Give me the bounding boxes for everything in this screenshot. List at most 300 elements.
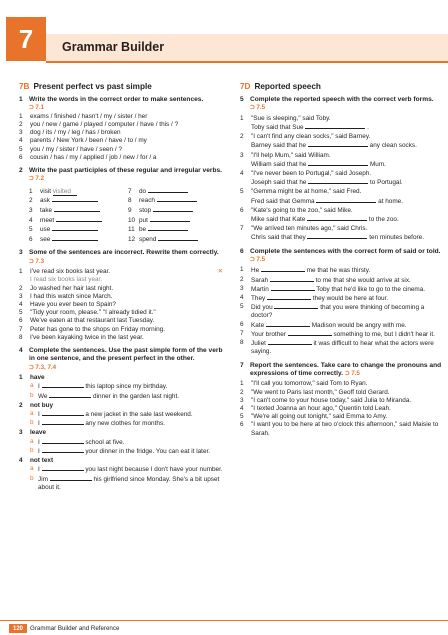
item-number: 1 (19, 374, 23, 382)
verb-base: be (139, 226, 147, 234)
verb-prompt: not buy (30, 401, 54, 409)
item-number: 1 (240, 266, 244, 274)
example-answer: visited (53, 188, 77, 196)
sentence-letter: a (30, 437, 34, 445)
sentence-end: to me that she would arrive at six. (315, 276, 411, 284)
verb-word (139, 196, 223, 206)
item-text: I've been kayaking twice in the last year. (30, 333, 144, 341)
item-number: 6 (240, 320, 244, 328)
verb-item (29, 196, 124, 206)
sentence-b (19, 392, 223, 401)
item-text (251, 330, 444, 339)
direct-speech: "I've never been to Portugal," said Joseph. (251, 170, 372, 178)
answer-blank[interactable] (50, 475, 92, 481)
item-text (251, 115, 444, 132)
list-item (240, 152, 444, 169)
item-text (251, 152, 444, 169)
verb-base: take (40, 207, 53, 215)
exercise-3 (19, 249, 223, 342)
sentence-end: me that he was thirsty. (306, 267, 371, 275)
answer-blank[interactable] (54, 206, 100, 212)
answer-blank[interactable] (274, 303, 318, 309)
list-item (240, 339, 444, 356)
sentence-end: any new clothes for months. (85, 420, 165, 428)
item-number: 4 (19, 137, 23, 145)
item-number: 5 (240, 413, 244, 421)
list-item (240, 225, 444, 242)
list-item (19, 293, 223, 301)
answer-blank[interactable] (42, 382, 84, 388)
verb-word (139, 216, 223, 226)
audio-icon: ⮊ (29, 363, 36, 371)
answer-blank[interactable] (153, 206, 193, 212)
item-text (251, 207, 444, 224)
item-number: 6 (240, 206, 244, 214)
sentence-a (19, 465, 223, 474)
verb-group-heading (19, 457, 223, 465)
footer-rule (0, 620, 448, 621)
verb-item (128, 196, 223, 206)
list-item (19, 121, 223, 129)
item-number: 1 (19, 268, 23, 276)
unit-number: 7 (6, 17, 46, 61)
list-item (240, 266, 444, 275)
list-item (240, 303, 444, 320)
report-start: William said that he (251, 160, 307, 168)
item-number (19, 276, 30, 284)
list-item (240, 380, 444, 388)
cross-icon: ✕ (217, 268, 223, 276)
answer-blank[interactable] (42, 438, 84, 444)
item-text (251, 285, 444, 294)
item-text (251, 321, 444, 330)
item-text: "I want you to be here at two o'clock this afternoon," said Maisie to Sarah. (251, 421, 439, 437)
answer-blank[interactable] (261, 266, 305, 272)
verb-item (128, 216, 223, 226)
item-text (251, 303, 444, 320)
exercise-instruction: 2 Write the past participles of these regular and irregular verbs. ⮊ 7.2 (19, 167, 222, 183)
item-text: "I can't come to your house today," said Julia to Miranda. (251, 396, 412, 404)
list-item (240, 115, 444, 132)
answer-blank[interactable] (42, 419, 84, 425)
exercise-7 (240, 362, 444, 438)
item-text: exams / finished / hasn't / my / sister / her (30, 112, 148, 120)
item-number: 8 (19, 333, 23, 341)
list-item (240, 294, 444, 303)
report-start: Chris said that they (251, 234, 306, 242)
audio-icon: ⮊ (250, 104, 257, 112)
item-text (251, 276, 444, 285)
item-text: cousin / has / my / applied / job / new / for / a (30, 153, 157, 161)
footer-text: Grammar Builder and Reference (30, 625, 120, 632)
item-text: I had this watch since March. (30, 292, 113, 300)
item-text: We've eaten at that restaurant last Tuesday. (30, 317, 155, 325)
list-item (240, 170, 444, 187)
item-number: 3 (19, 292, 23, 300)
sentence-letter: b (30, 446, 34, 454)
exercise-instruction: 6 Complete the sentences with the correct form of said or told. ⮊ 7.5 (240, 247, 441, 264)
page-number: 120 (9, 624, 27, 633)
report-end: at home. (378, 197, 404, 205)
exercise-4 (19, 347, 223, 492)
item-number: 7 (240, 329, 244, 337)
verb-prompt: not text (30, 457, 54, 465)
item-number: 8 (240, 339, 244, 347)
list-item (19, 309, 223, 317)
verb-group-heading (19, 429, 223, 437)
direct-speech: "I'll help Mum," said William. (251, 151, 331, 159)
sentence-text (38, 475, 223, 492)
sentence-start: I (38, 383, 40, 391)
list-item (240, 207, 444, 224)
list-item (240, 285, 444, 294)
item-text (251, 133, 444, 150)
sentence-start: I (38, 466, 40, 474)
item-number: 1 (19, 112, 23, 120)
list-item (240, 276, 444, 285)
item-number: 7 (19, 325, 23, 333)
item-text (251, 266, 444, 275)
verb-base: visit (40, 187, 52, 195)
verb-item (29, 206, 124, 216)
verb-word (139, 235, 223, 245)
report-start: Mike said that Kate (251, 216, 306, 224)
list-item (19, 268, 223, 276)
direct-speech: "I can't find any clean socks," said Barney. (251, 133, 371, 141)
sentence-text (38, 392, 223, 401)
item-number: 5 (240, 188, 244, 196)
item-number: 11 (128, 226, 135, 234)
item-number: 1 (29, 187, 33, 195)
item-text: Have you ever been to Spain? (30, 301, 116, 309)
sentence-letter: a (30, 410, 34, 418)
report-start: Barney said that he (251, 142, 307, 150)
answer-blank[interactable] (49, 392, 91, 398)
item-number: 1 (240, 114, 244, 122)
sentence-start: Sarah (251, 276, 269, 284)
answer-blank[interactable] (307, 233, 367, 239)
sentence-end: that you were thinking of becoming a doctor? (251, 304, 425, 320)
item-number: 3 (240, 396, 244, 404)
list-item (240, 389, 444, 397)
sentence-start: I (38, 447, 40, 455)
verb-base: see (40, 235, 51, 243)
item-number: 2 (19, 284, 23, 292)
exercise-6 (240, 248, 444, 357)
sentence-a (19, 382, 223, 391)
sentence-b (19, 475, 223, 492)
item-number: 1 (240, 380, 244, 388)
answer-blank[interactable] (158, 235, 198, 241)
list-item (19, 146, 223, 154)
item-number: 2 (240, 388, 244, 396)
report-end: . (367, 124, 369, 132)
list-item (240, 397, 444, 405)
sentence-b (19, 447, 223, 456)
exercise-2 (19, 167, 223, 244)
verb-item (128, 206, 223, 216)
report-end: Mum. (369, 160, 386, 168)
sentence-end: it was difficult to hear what the actors were saying. (251, 340, 434, 356)
verb-word (40, 196, 124, 206)
sentence-end: school at five. (85, 438, 125, 446)
item-number: 6 (29, 235, 33, 243)
audio-icon: ⮊ (29, 104, 36, 112)
verb-base: stop (139, 207, 152, 215)
item-number: 2 (240, 275, 244, 283)
item-number: 4 (240, 404, 244, 412)
sentence-text (38, 465, 223, 474)
item-text: "I texted Joanna an hour ago," Quentin told Leah. (251, 404, 391, 412)
answer-blank[interactable] (308, 141, 368, 147)
report-end: to Portugal. (370, 179, 403, 187)
sentence-a (19, 438, 223, 447)
item-number: 7 (240, 225, 244, 233)
answer-blank[interactable] (270, 276, 314, 282)
item-number: 2 (29, 197, 33, 205)
verb-item (29, 225, 124, 235)
item-text: "Tidy your room, please." "I already tidied it." (30, 309, 156, 317)
verb-group-heading (19, 374, 223, 382)
verb-word (40, 235, 124, 245)
direct-speech: "Kate's going to the zoo," said Mike. (251, 206, 353, 214)
item-text (251, 339, 444, 356)
sentence-start: Kate (251, 321, 265, 329)
verb-word (139, 225, 223, 235)
answer-blank[interactable] (157, 196, 197, 202)
verb-base: spend (139, 235, 157, 243)
sentence-start: They (251, 295, 266, 303)
item-number: 6 (19, 317, 23, 325)
verb-word (40, 216, 124, 226)
answer-blank[interactable] (316, 197, 376, 203)
report-end: ten minutes before. (369, 234, 424, 242)
item-number: 2 (19, 121, 23, 129)
answer-blank[interactable] (305, 123, 365, 129)
item-number: 3 (240, 151, 244, 159)
list-item (19, 301, 223, 309)
sentence-start: Jim (38, 475, 48, 483)
item-number: 4 (19, 457, 23, 465)
audio-icon: ⮊ (250, 256, 257, 264)
item-number: 8 (128, 197, 132, 205)
answer-blank[interactable] (52, 235, 98, 241)
item-number: 10 (128, 216, 136, 224)
sentence-text (38, 438, 223, 447)
answer-blank[interactable] (148, 187, 188, 193)
sentence-text (38, 447, 223, 456)
verb-word (139, 187, 223, 197)
exercise-instruction: 4 Complete the sentences. Use the past simple form of the verb in one sentence, and the present perfect in the other. ⮊ 7.3, 7.4 (19, 347, 223, 371)
item-text: "We're all going out tonight," said Emma to Amy. (251, 413, 388, 421)
item-number: 7 (128, 187, 132, 195)
list-item (19, 154, 223, 162)
answer-blank[interactable] (271, 285, 315, 291)
list-item (240, 133, 444, 150)
sentence-end: your dinner in the fridge. You can eat it later. (85, 447, 211, 455)
list-item (19, 326, 223, 334)
page-title: Grammar Builder (62, 40, 165, 54)
exercise-instruction: 1 Write the words in the correct order to make sentences. ⮊ 7.1 (19, 96, 204, 112)
sentence-text (38, 419, 223, 428)
verb-item (128, 235, 223, 245)
sentence-start: Juliet (251, 340, 266, 348)
verb-prompt: leave (30, 429, 46, 437)
report-start: Joseph said that he (251, 179, 307, 187)
list-item (240, 405, 444, 413)
answer-blank[interactable] (307, 215, 367, 221)
right-column (240, 82, 444, 443)
verb-item (29, 187, 124, 197)
verb-base: ask (40, 197, 50, 205)
item-number: 6 (19, 153, 23, 161)
sentence-end: something to me, but I didn't hear it. (333, 330, 435, 338)
list-item (240, 321, 444, 330)
item-text: "We went to Paris last month," Geoff told Gerard. (251, 388, 390, 396)
sentence-end: Madison would be angry with me. (311, 321, 407, 329)
item-text (251, 188, 444, 205)
answer-blank[interactable] (52, 225, 98, 231)
verb-item (128, 187, 223, 197)
section-heading-7b: 7B Present perfect vs past simple (19, 82, 152, 91)
verb-word (40, 187, 124, 197)
answer-blank[interactable] (42, 410, 84, 416)
item-number: 4 (240, 170, 244, 178)
verb-word (40, 225, 124, 235)
verb-word (40, 206, 124, 216)
audio-icon: ⮊ (29, 257, 36, 265)
verb-word (139, 206, 223, 216)
item-number: 6 (240, 421, 244, 429)
item-number: 2 (19, 401, 23, 409)
list-item (19, 137, 223, 145)
sentence-start: I (38, 411, 40, 419)
sentence-start: Did you (251, 304, 273, 312)
sentence-end: Toby that he'd like to go to the cinema. (316, 285, 426, 293)
sentence-end: this laptop since my birthday. (85, 383, 168, 391)
title-rule (46, 61, 448, 63)
direct-speech: "We arrived ten minutes ago," said Chris. (251, 225, 368, 233)
report-start: Toby said that Sue (251, 124, 304, 132)
list-item (240, 413, 444, 421)
answer-blank[interactable] (267, 294, 311, 300)
sentence-text (38, 410, 223, 419)
sentence-end: a new jacket in the sale last weekend. (85, 411, 193, 419)
exercise-instruction: 7 Report the sentences. Take care to change the pronouns and expressions of time correctly. ⮊ 7.5 (240, 361, 442, 377)
answer-blank[interactable] (266, 321, 310, 327)
direct-speech: "Gemma might be at home," said Fred. (251, 188, 362, 196)
item-number: 3 (29, 207, 33, 215)
left-column (19, 82, 223, 497)
item-number: 3 (19, 129, 23, 137)
report-end: any clean socks. (369, 142, 417, 150)
list-item (19, 334, 223, 342)
item-text: "I'll call you tomorrow," said Tom to Ryan. (251, 380, 368, 388)
item-text (251, 225, 444, 242)
list-item (240, 188, 444, 205)
item-number: 4 (240, 294, 244, 302)
answer-blank[interactable] (288, 330, 332, 336)
audio-icon: ⮊ (344, 369, 352, 377)
answer-blank[interactable] (148, 225, 188, 231)
verb-item (128, 225, 223, 235)
verb-base: reach (139, 197, 155, 205)
verb-item (29, 235, 124, 245)
section-heading-7d: 7D Reported speech (240, 82, 321, 91)
sentence-b (19, 419, 223, 428)
page-header (0, 0, 448, 64)
verb-base: meet (40, 216, 55, 224)
item-number: 2 (240, 133, 244, 141)
item-text (251, 170, 444, 187)
verb-base: put (139, 216, 148, 224)
sentence-start: I (38, 420, 40, 428)
sentence-end: they would be here at four. (312, 295, 389, 303)
sentence-start: Your brother (251, 330, 286, 338)
exercise-5 (240, 96, 444, 243)
list-item (19, 285, 223, 293)
item-number: 12 (128, 235, 136, 243)
answer-blank[interactable] (42, 465, 84, 471)
item-text (251, 294, 444, 303)
sentence-text (38, 382, 223, 391)
verb-group-heading (19, 402, 223, 410)
item-text: I read six books last year. (30, 276, 103, 284)
item-number: 5 (240, 303, 244, 311)
report-end: to the zoo. (368, 216, 399, 224)
sentence-start: I (38, 438, 40, 446)
direct-speech: "Sue is sleeping," said Toby. (251, 114, 331, 122)
item-number: 9 (128, 207, 132, 215)
answer-blank[interactable] (42, 447, 84, 453)
list-item (19, 113, 223, 121)
answer-blank[interactable] (150, 216, 190, 222)
item-number: 4 (29, 216, 33, 224)
sentence-start: He (251, 267, 260, 275)
list-item (19, 276, 223, 284)
item-text: dog / its / my / leg / has / broken (30, 129, 121, 137)
sentence-letter: b (30, 474, 34, 482)
answer-blank[interactable] (52, 196, 98, 202)
item-text: you / my / sister / have / seen / ? (30, 145, 122, 153)
item-number: 3 (240, 284, 244, 292)
answer-blank[interactable] (268, 339, 312, 345)
item-text: I've read six books last year. (30, 268, 111, 276)
sentence-letter: b (30, 419, 34, 427)
list-item (19, 129, 223, 137)
item-number: 5 (19, 309, 23, 317)
verb-base: do (139, 187, 147, 195)
sentence-end: you last night because I don't have your number. (85, 466, 223, 474)
verb-prompt: have (30, 374, 45, 382)
answer-blank[interactable] (308, 160, 368, 166)
exercise-instruction: 3 Some of the sentences are incorrect. Rewrite them correctly. ⮊ 7.3 (19, 249, 219, 265)
answer-blank[interactable] (56, 216, 102, 222)
item-number: 5 (19, 145, 23, 153)
sentence-letter: a (30, 465, 34, 473)
audio-icon: ⮊ (29, 175, 36, 183)
item-text: you / new / game / played / computer / have / this / ? (30, 121, 179, 129)
item-text: Jo washed her hair last night. (30, 284, 114, 292)
answer-blank[interactable] (308, 178, 368, 184)
report-start: Fred said that Gemma (251, 197, 315, 205)
sentence-end: his girlfriend since Monday. She's a bit upset about it. (38, 475, 220, 491)
exercise-1 (19, 96, 223, 162)
exercise-instruction: 5 Complete the reported speech with the correct verb forms. ⮊ 7.5 (240, 96, 434, 112)
list-item (240, 421, 444, 437)
list-item (240, 330, 444, 339)
sentence-letter: a (30, 382, 34, 390)
